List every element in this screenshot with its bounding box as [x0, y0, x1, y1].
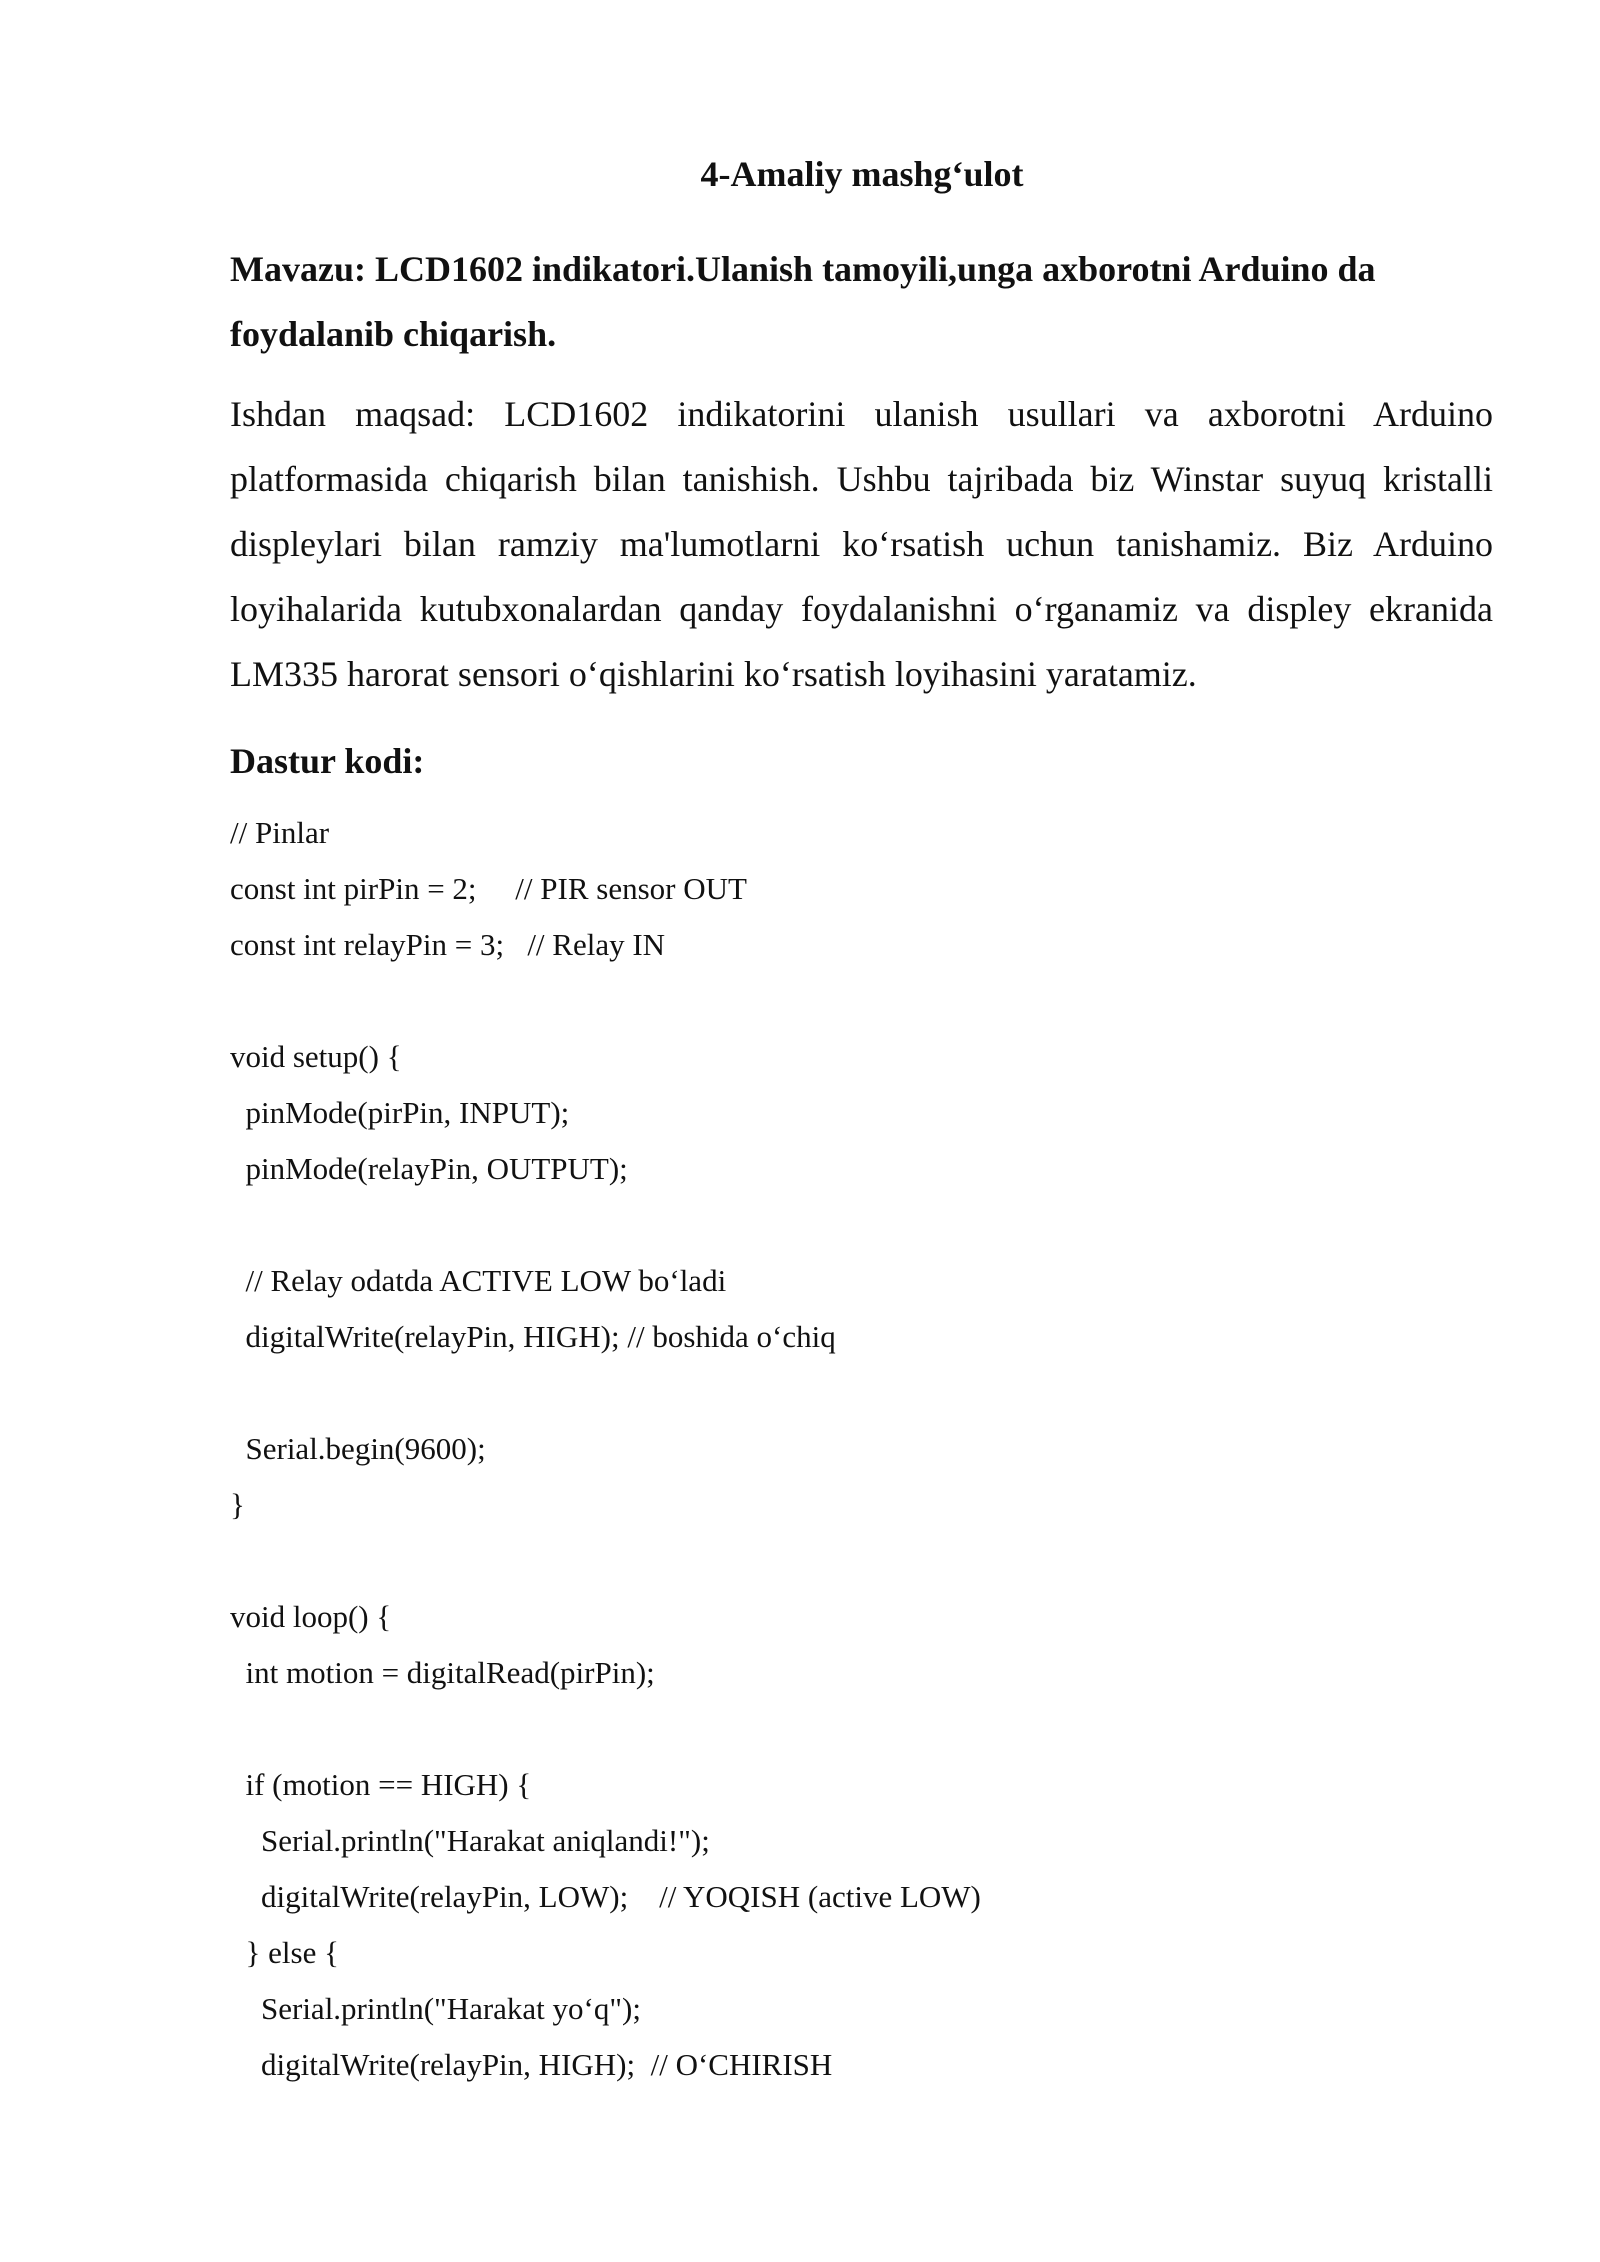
- code-heading: Dastur kodi:: [230, 741, 425, 781]
- subject-heading: Mavazu: LCD1602 indikatori.Ulanish tamoyili,unga axborotni Arduino da foydalanib chiqarish.: [230, 249, 1376, 354]
- aim-paragraph: Ishdan maqsad: LCD1602 indikatorini ulanish usullari va axborotni Arduino platformasida chiqarish bilan tanishish. Ushbu tajribada biz Winstar suyuq kristalli displeylari bilan ramziy ma'lumotlarni ko‘rsatish uchun tanishamiz. Biz Arduino loyihalarida kutubxonalardan qanday foydalanishni o‘rganamiz va displey ekranida LM335 harorat sensori o‘qishlarini ko‘rsatish loyihasini yaratamiz.: [230, 394, 1493, 694]
- code-listing: // Pinlar const int pirPin = 2; // PIR sensor OUT const int relayPin = 3; // Relay IN void setup() { pinMode(pirPin, INPUT); pinMode(relayPin, OUTPUT); // Relay odatda ACTIVE LOW bo‘ladi digitalWrite(relayPin, HIGH); // boshida o‘chiq Serial.begin(9600); } void loop() { int motion = digitalRead(pirPin); if (motion == HIGH) { Serial.println("Harakat aniqlandi!"); digitalWrite(relayPin, LOW); // YOQISH (active LOW) } else { Serial.println("Harakat yo‘q"); digitalWrite(relayPin, HIGH); // O‘CHIRISH: [230, 815, 981, 2082]
- page-title: 4-Amaliy mashg‘ulot: [700, 154, 1024, 194]
